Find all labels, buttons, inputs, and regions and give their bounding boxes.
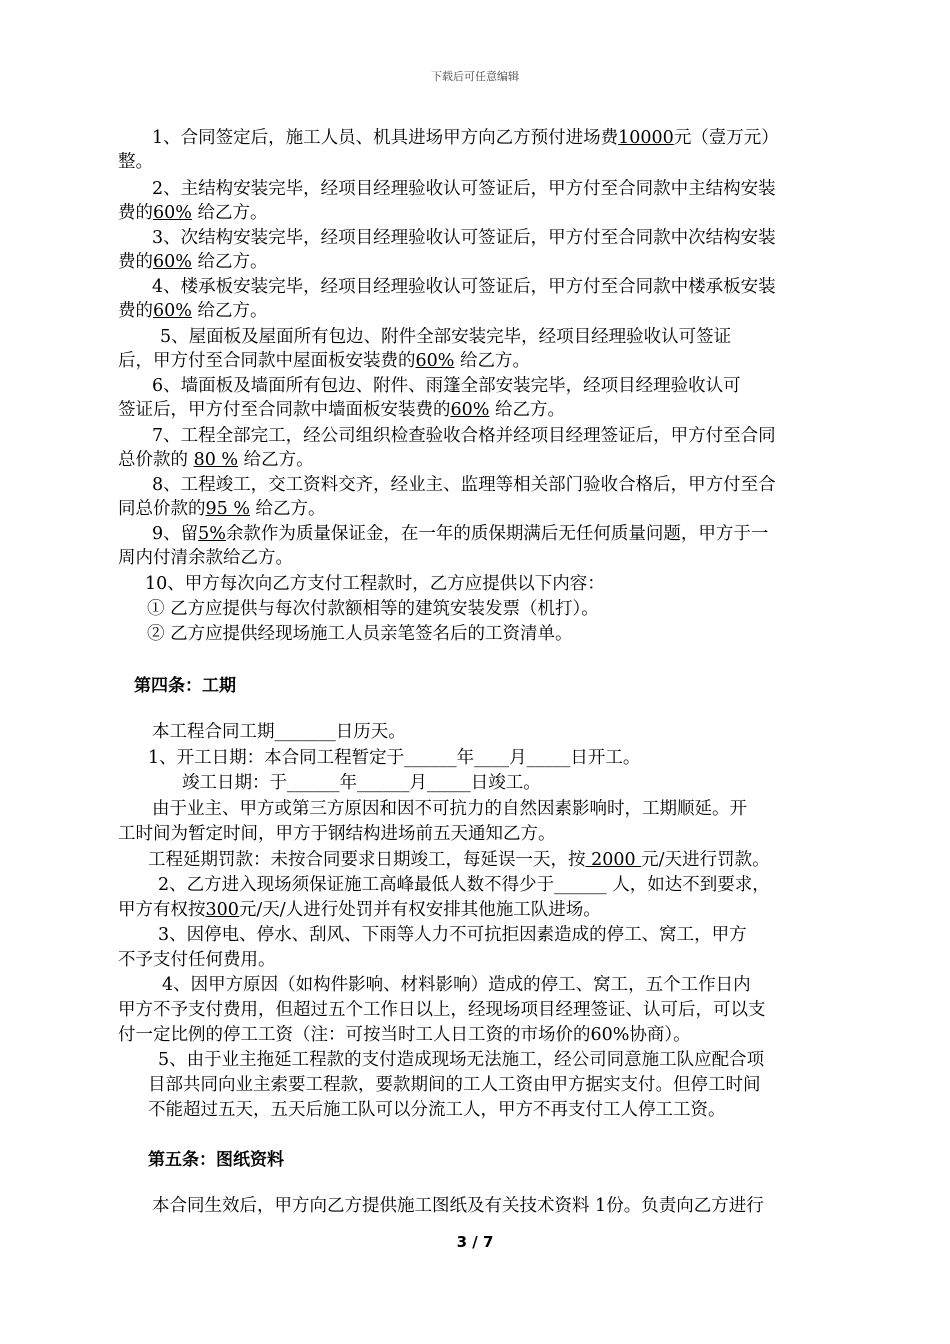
page-number: 3 / 7 [456,1233,494,1251]
s4-extension: 由于业主、甲方或第三方原因和因不可抗力的自然因素影响时，工期顺延。开 [152,799,747,819]
s5-paragraph: 本合同生效后，甲方向乙方提供施工图纸及有关技术资料 1份。负责向乙方进行 [152,1196,764,1216]
section-5-heading: 第五条：图纸资料 [148,1150,284,1170]
payment-clause-5: 5、屋面板及屋面所有包边、附件全部安装完毕，经项目经理验收认可签证 [160,327,732,347]
payment-clause-2-cont: 费的60% 给乙方。 [118,203,268,223]
payment-clause-4-cont: 费的60% 给乙方。 [118,301,268,321]
s4-completion-date: 竣工日期：于______年______月_____日竣工。 [182,773,541,793]
payment-clause-9-cont: 周内付清余款给乙方。 [118,548,293,568]
payment-clause-6: 6、墙面板及墙面所有包边、附件、雨篷全部安装完毕，经项目经理验收认可 [152,376,741,396]
payment-clause-2: 2、主结构安装完毕，经项目经理验收认可签证后，甲方付至合同款中主结构安装 [152,179,776,199]
payment-clause-8: 8、工程竣工，交工资料交齐，经业主、监理等相关部门验收合格后，甲方付至合 [152,475,776,495]
s4-extension-cont: 工时间为暂定时间，甲方于钢结构进场前五天通知乙方。 [118,824,556,844]
payment-clause-3-cont: 费的60% 给乙方。 [118,252,268,272]
payment-clause-1-cont: 整。 [118,152,153,172]
page-header: 下载后可任意编辑 [431,70,519,83]
payment-clause-10-item-2: ② 乙方应提供经现场施工人员亲笔签名后的工资清单。 [147,624,573,644]
s4-clause-4-cont-2: 付一定比例的停工工资（注：可按当时工人日工资的市场价的60%协商）。 [118,1025,691,1045]
payment-clause-4: 4、楼承板安装完毕，经项目经理验收认可签证后，甲方付至合同款中楼承板安装 [152,277,776,297]
payment-clause-9: 9、留5%余款作为质量保证金，在一年的质保期满后无任何质量问题，甲方于一 [152,524,769,544]
s4-clause-3: 3、因停电、停水、刮风、下雨等人力不可抗拒因素造成的停工、窝工，甲方 [158,925,747,945]
s4-clause-4: 4、因甲方原因（如构件影响、材料影响）造成的停工、窝工，五个工作日内 [162,975,751,995]
payment-clause-8-cont: 同总价款的95 % 给乙方。 [118,499,326,519]
payment-clause-7-cont: 总价款的 80 % 给乙方。 [118,450,314,470]
s4-clause-5-cont-1: 目部共同向业主索要工程款，要款期间的工人工资由甲方据实支付。但停工时间 [148,1075,761,1095]
payment-clause-5-cont: 后，甲方付至合同款中屋面板安装费的60% 给乙方。 [118,351,530,371]
advance-amount: 10000 [618,128,674,148]
s4-clause-5: 5、由于业主拖延工程款的支付造成现场无法施工，经公司同意施工队应配合项 [158,1050,765,1070]
s4-clause-3-cont: 不予支付任何费用。 [118,950,276,970]
s4-clause-2: 2、乙方进入现场须保证施工高峰最低人数不得少于______ 人，如达不到要求， [158,875,770,895]
payment-clause-10: 10、甲方每次向乙方支付工程款时，乙方应提供以下内容： [145,574,605,594]
s4-start-date: 1、开工日期：本合同工程暂定于______年____月_____日开工。 [148,748,641,768]
payment-clause-10-item-1: ① 乙方应提供与每次付款额相等的建筑安装发票（机打）。 [147,599,599,619]
payment-clause-3: 3、次结构安装完毕，经项目经理验收认可签证后，甲方付至合同款中次结构安装 [152,228,776,248]
payment-clause-1: 1、合同签定后，施工人员、机具进场甲方向乙方预付进场费10000元（壹万元） [152,128,779,148]
s4-clause-5-cont-2: 不能超过五天，五天后施工队可以分流工人，甲方不再支付工人停工工资。 [148,1100,726,1120]
payment-clause-6-cont: 签证后，甲方付至合同款中墙面板安装费的60% 给乙方。 [118,400,565,420]
s4-clause-4-cont-1: 甲方不予支付费用，但超过五个工作日以上，经现场项目经理签证、认可后，可以支 [118,1000,766,1020]
s4-contract-period: 本工程合同工期_______日历天。 [152,722,406,742]
s4-delay-penalty: 工程延期罚款：未按合同要求日期竣工，每延误一天，按 2000 元/天进行罚款。 [148,850,770,870]
s4-clause-2-cont: 甲方有权按300元/天/人进行处罚并有权安排其他施工队进场。 [118,900,601,920]
payment-clause-7: 7、工程全部完工，经公司组织检查验收合格并经项目经理签证后，甲方付至合同 [152,426,776,446]
section-4-heading: 第四条：工期 [134,676,236,696]
